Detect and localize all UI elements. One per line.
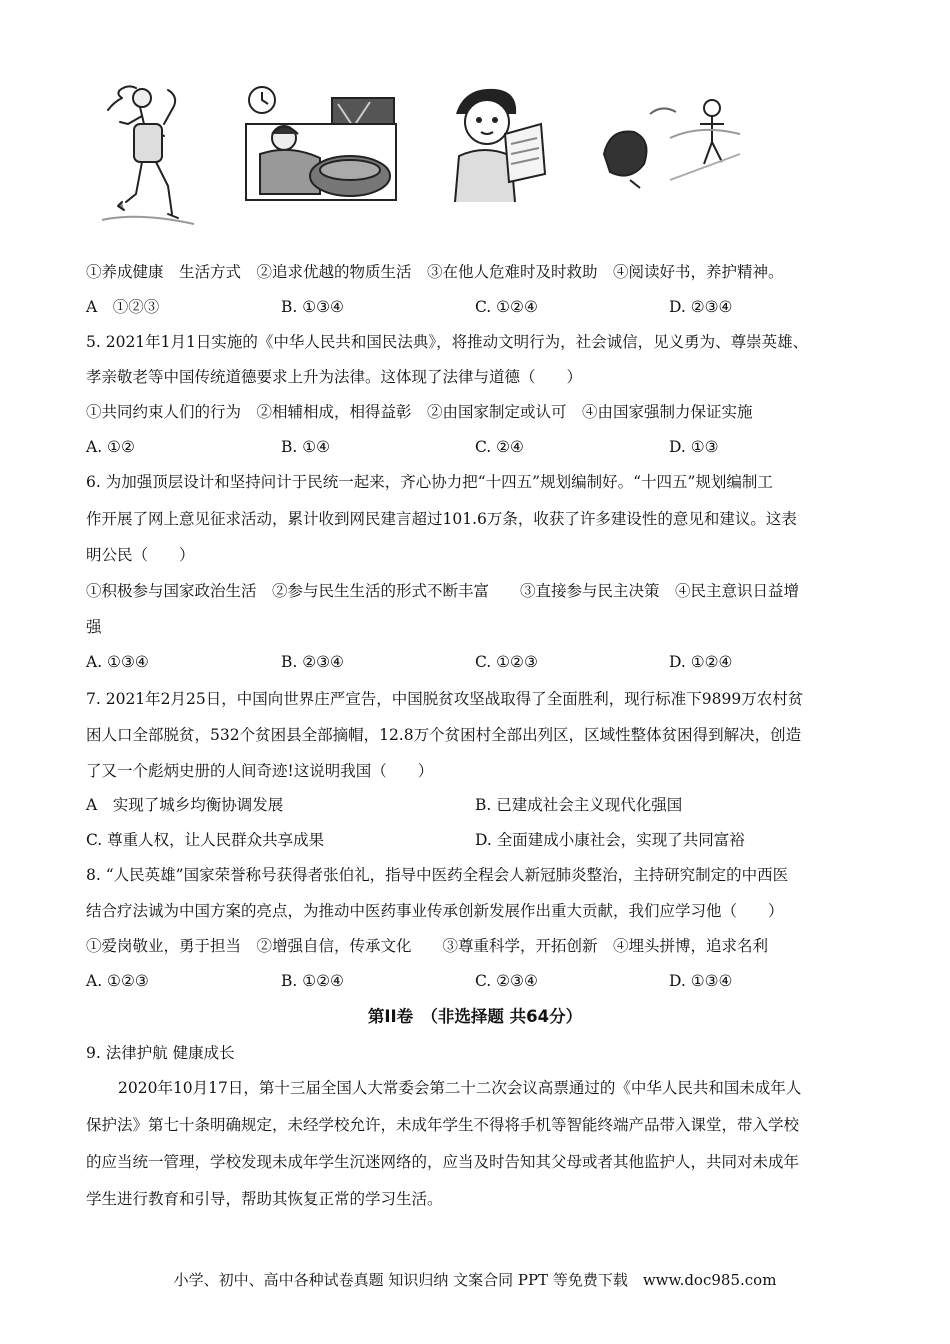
boy-in-bed-illustration [240, 84, 400, 204]
q9-paragraph-line2: 保护法》第七十条明确规定，未经学校允许，未成年学生不得将手机等智能终端产品带入课堂，带入学校 [86, 1116, 800, 1134]
q5-option-c[interactable]: C. ②④ [475, 438, 524, 456]
q6-option-c[interactable]: C. ①②③ [475, 653, 538, 671]
q8-option-c[interactable]: C. ②③④ [475, 972, 538, 990]
q7-stem-line3: 了又一个彪炳史册的人间奇迹!这说明我国（ ） [86, 762, 434, 780]
q4-option-c[interactable]: C. ①②④ [475, 298, 538, 316]
q4-option-d[interactable]: D. ②③④ [669, 298, 733, 316]
q9-paragraph-line1: 2020年10月17日，第十三届全国人大常委会第二十二次会议高票通过的《中华人民共和国未成年人 [118, 1079, 802, 1097]
q7-stem-line2: 困人口全部脱贫，532个贫困县全部摘帽，12.8万个贫困村全部出列区，区域性整体贫困得到解决，创造 [86, 726, 802, 744]
q5-option-d[interactable]: D. ①③ [669, 438, 719, 456]
q8-option-a[interactable]: A. ①②③ [86, 972, 149, 990]
footer-download-link[interactable]: 小学、初中、高中各种试卷真题 知识归纳 文案合同 PPT 等免费下载 www.doc985.com [173, 1271, 777, 1289]
q8-stem-line1: 8. “人民英雄”国家荣誉称号获得者张伯礼，指导中医药全程会人新冠肺炎整治，主持研究制定的中西医 [86, 866, 789, 884]
q6-option-a[interactable]: A. ①③④ [86, 653, 149, 671]
q6-stem-line1: 6. 为加强顶层设计和坚持问计于民统一起来，齐心协力把“十四五”规划编制好。“十四五”规划编制工 [86, 473, 773, 491]
q6-option-d[interactable]: D. ①②④ [669, 653, 733, 671]
q6-stem-line2: 作开展了网上意见征求活动，累计收到网民建言超过101.6万条，收获了许多建设性的意见和建议。这表 [86, 510, 797, 528]
q5-stem-line2: 孝亲敬老等中国传统道德要求上升为法律。这体现了法律与道德（ ） [86, 368, 583, 386]
section-2-title: 第II卷 （非选择题 共64分） [367, 1007, 583, 1026]
q7-stem-line1: 7. 2021年2月25日，中国向世界庄严宣告，中国脱贫攻坚战取得了全面胜利，现行标准下9899万农村贫 [86, 690, 804, 708]
q8-statements: ①爱岗敬业，勇于担当 ②增强自信，传承文化 ③尊重科学，开拓创新 ④埋头拼博，追求名利 [86, 937, 769, 955]
q6-statements-line1: ①积极参与国家政治生活 ②参与民生生活的形式不断丰富 ③直接参与民主决策 ④民主意识日益增 [86, 582, 800, 600]
q8-stem-line2: 结合疗法诚为中国方案的亮点，为推动中医药事业传承创新发展作出重大贡献，我们应学习他（ ） [86, 902, 784, 920]
q8-option-d[interactable]: D. ①③④ [669, 972, 733, 990]
q7-option-a[interactable]: A 实现了城乡均衡协调发展 [86, 796, 284, 814]
running-girl-illustration [98, 84, 198, 229]
boy-reading-book-illustration [445, 84, 555, 204]
q4-option-b[interactable]: B. ①③④ [281, 298, 344, 316]
q6-stem-line3: 明公民（ ） [86, 546, 195, 564]
q4-option-a[interactable]: A ①②③ [86, 298, 160, 316]
child-helping-illustration [600, 84, 750, 194]
q7-option-c[interactable]: C. 尊重人权，让人民群众共享成果 [86, 831, 325, 849]
q9-paragraph-line4: 学生进行教育和引导，帮助其恢复正常的学习生活。 [86, 1190, 443, 1208]
q9-paragraph-line3: 的应当统一管理，学校发现未成年学生沉迷网络的，应当及时告知其父母或者其他监护人，共同对未成年 [86, 1153, 800, 1171]
q4-statements: ①养成健康 生活方式 ②追求优越的物质生活 ③在他人危难时及时救助 ④阅读好书，养护精神。 [86, 263, 784, 281]
q8-option-b[interactable]: B. ①②④ [281, 972, 344, 990]
q5-option-a[interactable]: A. ①② [86, 438, 135, 456]
q5-statements: ①共同约束人们的行为 ②相辅相成，相得益彰 ②由国家制定或认可 ④由国家强制力保证实施 [86, 403, 753, 421]
q6-option-b[interactable]: B. ②③④ [281, 653, 344, 671]
q5-option-b[interactable]: B. ①④ [281, 438, 331, 456]
q5-stem-line1: 5. 2021年1月1日实施的《中华人民共和国民法典》，将推动文明行为，社会诚信，见义勇为、尊崇英雄、 [86, 333, 809, 351]
q6-statements-line2: 强 [86, 618, 102, 636]
q9-title: 9. 法律护航 健康成长 [86, 1044, 235, 1062]
q7-option-b[interactable]: B. 已建成社会主义现代化强国 [475, 796, 683, 814]
q7-option-d[interactable]: D. 全面建成小康社会，实现了共同富裕 [475, 831, 745, 849]
